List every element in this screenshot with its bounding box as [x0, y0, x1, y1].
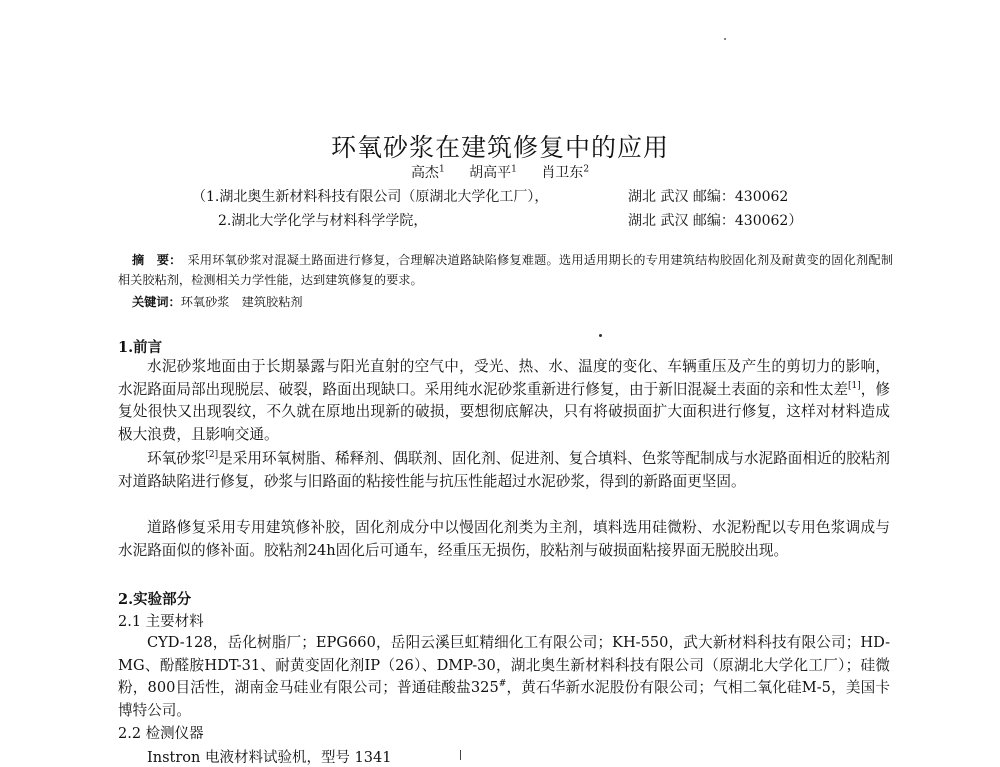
- keywords-label: 关键词：: [132, 295, 181, 309]
- section-heading-experiment: 2.实验部分: [118, 591, 192, 608]
- subsection-heading-instruments: 2.2 检测仪器: [118, 726, 204, 742]
- subsection-heading-materials: 2.1 主要材料: [118, 614, 204, 630]
- paper-title: 环氧砂浆在建筑修复中的应用: [330, 133, 669, 162]
- keywords-text: 环氧砂浆 建筑胶粘剂: [180, 295, 303, 309]
- abstract-label: 摘 要：: [132, 253, 182, 267]
- abstract: [118, 250, 893, 290]
- section-heading-intro: 1.前言: [118, 339, 163, 356]
- intro-paragraph-3: 道路修复采用专用建筑修补胶，固化剂成分中以慢固化剂类为主剂，填料选用硅微粉、水泥粉配以专用色浆调成与水泥路面似的修补面。胶粘剂24h固化后可通车，经重压无损伤，胶粘剂与破损面粘接界面无脱胶出现。: [118, 519, 890, 559]
- intro-paragraph-2: 环氧砂浆[2]是采用环氧树脂、稀释剂、偶联剂、固化剂、促进剂、复合填料、色浆等配制成与水泥路面相近的胶粘剂对道路缺陷进行修复，砂浆与旧路面的粘接性能与抗压性能超过水泥砂浆，得到的新路面更坚固。: [118, 450, 890, 490]
- author: 高杰$^1$: [410, 164, 445, 181]
- scan-mark: [460, 750, 461, 760]
- scan-dot: [599, 334, 602, 337]
- abstract-text: 采用环氧砂浆对混凝土路面进行修复，合理解决道路缺陷修复难题。选用适用期长的专用建筑结构胶固化剂及耐黄变的固化剂配制相关胶粘剂，检测相关力学性能，达到建筑修复的要求。: [118, 253, 894, 287]
- author: 胡高平$^1$: [469, 164, 517, 181]
- instrument-line: Instron 电液材料试验机，型号 1341: [147, 750, 392, 766]
- author-line: [0, 162, 1000, 182]
- paper-page: 环氧砂浆在建筑修复中的应用 高杰$^1$ 胡高平$^1$ 肖卫东$^2$ （1.湖北奥生新材料科技有限公司（原湖北大学化工厂）， 湖北 武汉 邮编：430062 2.湖北大学化学与材料科学学院， 湖北 武汉 邮编：430062） 摘 要： 采用环氧砂浆对混凝土路面进行修复，合理解决道路缺陷修复难题。选用适用期长的专用建筑结构胶固化剂及耐黄变的固化剂配制相关胶粘剂，检测相关力学性能，达到建筑修复的要求。 关键词：环氧砂浆 建筑胶粘剂 1.前言 水泥砂浆地面由于长期暴露与阳光直射的空气中，受光、热、水、温度的变化、车辆重压及产生的剪切力的影响，水泥路面局部出现脱层、破裂，路面出现缺口。采用纯水泥砂浆重新进行修复，由于新旧混凝土表面的亲和性太差[1]，修复处很快又出现裂纹，不久就在原地出现新的破损，要想彻底解决，只有将破损面扩大面积进行修复，这样对材料造成极大浪费，且影响交通。 环氧砂浆[2]是采用环氧树脂、稀释剂、偶联剂、固化剂、促进剂、复合填料、色浆等配制成与水泥路面相近的胶粘剂对道路缺陷进行修复，砂浆与旧路面的粘接性能与抗压性能超过水泥砂浆，得到的新路面更坚固。 道路修复采用专用建筑修补胶，固化剂成分中以慢固化剂类为主剂，填料选用硅微粉、水泥粉配以专用色浆调成与水泥路面似的修补面。胶粘剂24h固化后可通车，经重压无损伤，胶粘剂与破损面粘接界面无脱胶出现。 2.实验部分 2.1 主要材料 CYD-128，岳化树脂厂；EPG660，岳阳云溪巨虹精细化工有限公司；KH-550，武大新材料科技有限公司；HD-MG、酚醛胺HDT-31、耐黄变固化剂IP（26）、DMP-30，湖北奥生新材料科技有限公司（原湖北大学化工厂）；硅微粉，800目活性，湖南金马硅业有限公司；普通硅酸盐325#，黄石华新水泥股份有限公司；气相二氧化硅M-5，美国卡博特公司。 2.2 检测仪器 Instron 电液材料试验机，型号 1341: [0, 0, 1000, 760]
- materials-paragraph: CYD-128，岳化树脂厂；EPG660，岳阳云溪巨虹精细化工有限公司；KH-550，武大新材料科技有限公司；HD-MG、酚醛胺HDT-31、耐黄变固化剂IP（26）、DMP-30，湖北奥生新材料科技有限公司（原湖北大学化工厂）；硅微粉，800目活性，湖南金马硅业有限公司；普通硅酸盐325#，黄石华新水泥股份有限公司；气相二氧化硅M-5，美国卡博特公司。: [118, 634, 890, 719]
- citation-ref: [2]: [205, 450, 219, 461]
- keywords: [132, 293, 303, 310]
- citation-ref: [1]: [848, 380, 861, 391]
- scan-speck: [724, 38, 726, 40]
- author: 肖卫东$^2$: [541, 164, 590, 181]
- intro-paragraph-1: 水泥砂浆地面由于长期暴露与阳光直射的空气中，受光、热、水、温度的变化、车辆重压及产生的剪切力的影响，水泥路面局部出现脱层、破裂，路面出现缺口。采用纯水泥砂浆重新进行修复，由于新旧混凝土表面的亲和性太差[1]，修复处很快又出现裂纹，不久就在原地出现新的破损，要想彻底解决，只有将破损面扩大面积进行修复，这样对材料造成极大浪费，且影响交通。: [118, 358, 890, 443]
